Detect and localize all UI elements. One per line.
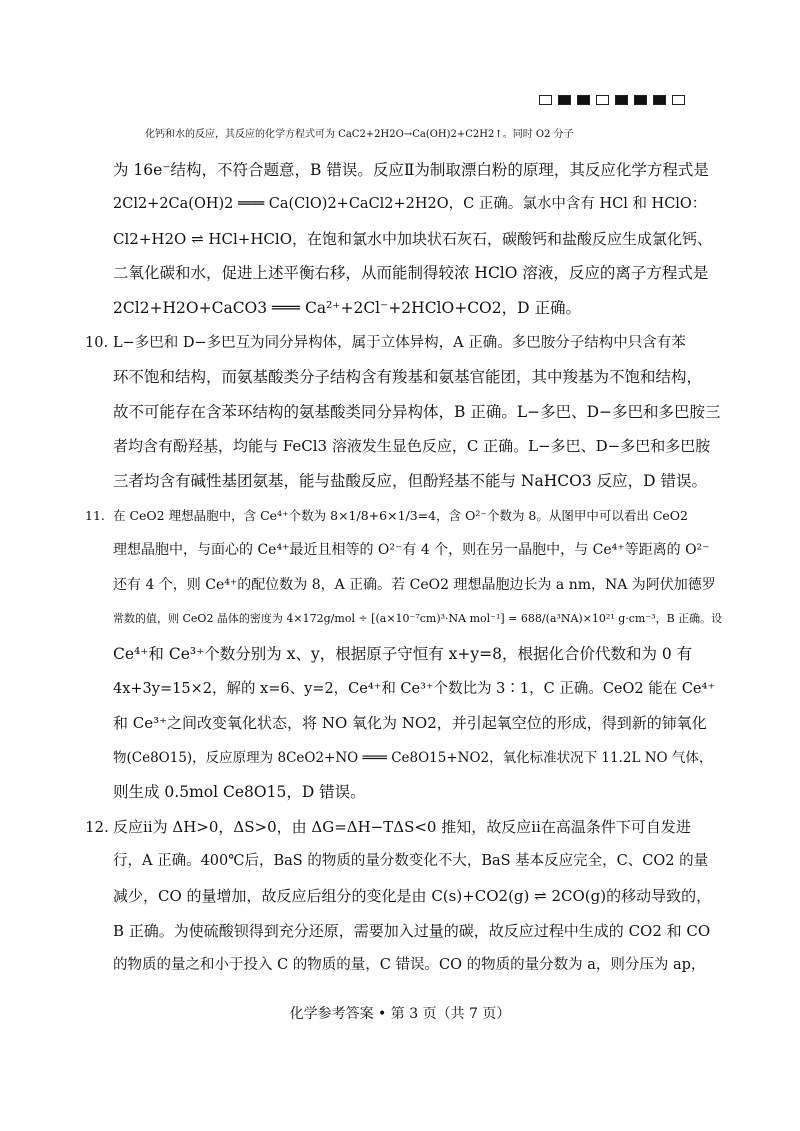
- text-line: 二氧化碳和水，促进上述平衡右移，从而能制得较浓 HClO 溶液，反应的离子方程式是: [113, 264, 709, 283]
- header-mark-empty: [596, 95, 609, 105]
- text-line: 还有 4 个，则 Ce⁴⁺的配位数为 8，A 正确。若 CeO2 理想晶胞边长为 a nm，NA 为阿伏加德罗: [113, 576, 716, 593]
- text-line: 在 CeO2 理想晶胞中，含 Ce⁴⁺个数为 8×1/8+6×1/3=4，含 O²⁻个数为 8。从图甲中可以看出 CeO2: [113, 507, 689, 523]
- text-line: 和 Ce³⁺之间改变氧化状态，将 NO 氧化为 NO2，并引起氧空位的形成，得到新的铈氧化: [113, 714, 707, 733]
- header-mark-empty: [672, 95, 685, 105]
- text-line: B 正确。为使硫酸钡得到充分还原，需要加入过量的碳，故反应过程中生成的 CO2 和 CO: [113, 921, 711, 940]
- header-mark-filled: [615, 95, 628, 105]
- text-line: 的物质的量之和小于投入 C 的物质的量，C 错误。CO 的物质的量分数为 a，则分压为 ap，: [113, 957, 706, 974]
- text-line: 减少，CO 的量增加，故反应后组分的变化是由 C(s)+CO2(g) ⇌ 2CO(g)的移动导致的，: [113, 887, 712, 906]
- item-number: 11.: [85, 507, 105, 523]
- text-line: 2Cl2+H2O+CaCO3 ═══ Ca²⁺+2Cl⁻+2HClO+CO2，D 正确。: [113, 298, 581, 317]
- header-mark-empty: [539, 95, 552, 105]
- item-12-first-line: [85, 810, 693, 845]
- text-line: Cl2+H2O ⇌ HCl+HClO，在饱和氯水中加块状石灰石，碳酸钙和盐酸反应生成氯化钙、: [113, 229, 712, 248]
- text-line: L−多巴和 D−多巴互为同分异构体，属于立体异构，A 正确。多巴胺分子结构中只含有苯: [113, 334, 686, 351]
- text-line: 为 16e⁻结构，不符合题意，B 错误。反应Ⅱ为制取漂白粉的原理，其反应化学方程式是: [113, 160, 709, 179]
- header-mark-filled: [558, 95, 571, 105]
- header-mark-filled: [577, 95, 590, 105]
- header-marks: [539, 95, 685, 105]
- text-line: 反应ⅱ为 ΔH>0，ΔS>0，由 ΔG=ΔH−TΔS<0 推知，故反应ⅱ在高温条件下可自发进: [113, 817, 691, 836]
- item-11-first-line: [85, 499, 693, 534]
- text-line: 物(Ce8O15)，反应原理为 8CeO2+NO ═══ Ce8O15+NO2，氧化标准状况下 11.2L NO 气体，: [113, 749, 713, 766]
- text-line: 理想晶胞中，与面心的 Ce⁴⁺最近且相等的 O²⁻有 4 个，则在另一晶胞中，与 Ce⁴⁺等距离的 O²⁻: [113, 542, 710, 559]
- text-line: 则生成 0.5mol Ce8O15，D 错误。: [113, 783, 366, 802]
- answer-content: [85, 118, 723, 983]
- header-mark-filled: [653, 95, 666, 105]
- text-line: 行，A 正确。400℃后，BaS 的物质的量分数变化不大，BaS 基本反应完全，C、CO2 的量: [113, 853, 709, 870]
- text-line: 常数的值，则 CeO2 晶体的密度为 4×172g/mol ÷ [(a×10⁻⁷cm)³·NA mol⁻¹] = 688/(a³NA)×10²¹ g·cm⁻³，B 正确。设: [113, 612, 723, 626]
- item-number: 10.: [85, 334, 109, 351]
- text-line: 化钙和水的反应，其反应的化学方程式可为 CaC2+2H2O→Ca(OH)2+C2H2↑。同时 O2 分子: [145, 129, 574, 140]
- page-footer: 化学参考答案 • 第 3 页（共 7 页）: [289, 1006, 511, 1022]
- text-line: 故不可能存在含苯环结构的氨基酸类同分异构体，B 正确。L−多巴、D−多巴和多巴胺三: [113, 402, 721, 421]
- item-number: 12.: [85, 817, 109, 836]
- header-mark-filled: [634, 95, 647, 105]
- text-line: 者均含有酚羟基，均能与 FeCl3 溶液发生显色反应，C 正确。L−多巴、D−多巴和多巴胺: [113, 437, 711, 456]
- text-line: 2Cl2+2Ca(OH)2 ═══ Ca(ClO)2+CaCl2+2H2O，C 正确。氯水中含有 HCl 和 HClO：: [113, 196, 707, 213]
- text-line: 4x+3y=15×2，解的 x=6、y=2，Ce⁴⁺和 Ce³⁺个数比为 3∶1，C 正确。CeO2 能在 Ce⁴⁺: [113, 680, 715, 697]
- text-line: 三者均含有碱性基团氨基，能与盐酸反应，但酚羟基不能与 NaHCO3 反应，D 错误。: [113, 471, 707, 490]
- text-line: Ce⁴⁺和 Ce³⁺个数分别为 x、y，根据原子守恒有 x+y=8，根据化合价代数和为 0 有: [113, 644, 693, 663]
- item-10-first-line: [85, 326, 693, 361]
- text-line: 环不饱和结构，而氨基酸类分子结构含有羧基和氨基官能团，其中羧基为不饱和结构，: [113, 368, 703, 387]
